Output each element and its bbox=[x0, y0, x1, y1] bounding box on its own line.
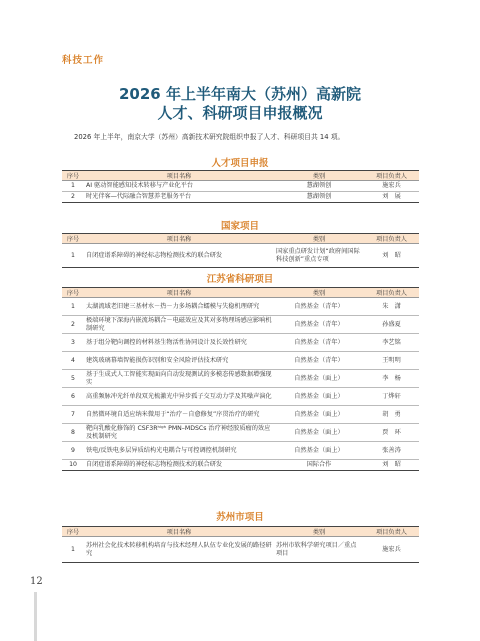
cell-category: 自然基金（青年） bbox=[274, 334, 364, 352]
national-projects-table bbox=[62, 233, 419, 268]
table-row bbox=[62, 334, 419, 352]
cell-category: 自然基金（面上） bbox=[274, 442, 364, 460]
cell-seq: 9 bbox=[62, 442, 84, 460]
section-title-talent: 人才项目申报 bbox=[211, 158, 269, 169]
table-header-row bbox=[62, 234, 419, 244]
cell-name: 建筑玻璃幕墙智能损伤识别和安全风险评估技术研究 bbox=[84, 352, 274, 370]
col-header-name: 项目名称 bbox=[84, 234, 274, 244]
table-row bbox=[62, 352, 419, 370]
table-row bbox=[62, 406, 419, 424]
cell-leader: 施宏兵 bbox=[364, 181, 419, 192]
cell-seq: 2 bbox=[62, 192, 84, 203]
col-header-category: 类别 bbox=[274, 288, 364, 298]
cell-leader: 胡 勇 bbox=[364, 406, 419, 424]
cell-seq: 1 bbox=[62, 298, 84, 316]
cell-leader: 孙盛夏 bbox=[364, 316, 419, 334]
section-title-suzhou: 苏州市项目 bbox=[216, 512, 264, 523]
cell-name: 自闭症谱系障碍的神经标志物检测技术的联合研发 bbox=[84, 244, 274, 268]
page-title-line-2: 人才、科研项目申报概况 bbox=[157, 104, 323, 122]
table-row bbox=[62, 537, 419, 563]
cell-name: 极端环境下深海内嵌流场耦合－电磁效应及其对多物理场感应影响机制研究 bbox=[84, 316, 274, 334]
cell-name: 自闭症谱系障碍的神经标志物检测技术的联合研发 bbox=[84, 460, 274, 471]
suzhou-projects-table bbox=[62, 526, 419, 563]
cell-name: 高重频脉冲光纤单段双光梳激光中异步孤子交互动力学及其噪声演化 bbox=[84, 388, 274, 406]
cell-seq: 10 bbox=[62, 460, 84, 471]
table-row bbox=[62, 298, 419, 316]
cell-seq: 1 bbox=[62, 244, 84, 268]
cell-leader: 李 杨 bbox=[364, 370, 419, 388]
table-row bbox=[62, 316, 419, 334]
col-header-leader: 项目负责人 bbox=[364, 288, 419, 298]
cell-category: 国家重点研发计划“政府间国际科技创新”重点专项 bbox=[274, 244, 364, 268]
cell-seq: 7 bbox=[62, 406, 84, 424]
cell-name: AI 驱动智能感知技术转移与产业化平台 bbox=[84, 181, 274, 192]
cell-category: 自然基金（青年） bbox=[274, 316, 364, 334]
cell-leader: 朱 潇 bbox=[364, 298, 419, 316]
page-title-line-1: 2026 年上半年南大（苏州）高新院 bbox=[119, 85, 361, 103]
cell-category: 自然基金（青年） bbox=[274, 298, 364, 316]
col-header-name: 项目名称 bbox=[84, 288, 274, 298]
page-number: 12 bbox=[30, 576, 43, 587]
cell-category: 自然基金（面上） bbox=[274, 406, 364, 424]
cell-seq: 8 bbox=[62, 424, 84, 442]
table-row bbox=[62, 388, 419, 406]
cell-name: 时光伴客—代际融合智慧养老服务平台 bbox=[84, 192, 274, 203]
table-row bbox=[62, 460, 419, 471]
col-header-leader: 项目负责人 bbox=[364, 527, 419, 537]
cell-name: 铁电/反铁电多层异质结构光电耦合与可控调控机制研究 bbox=[84, 442, 274, 460]
cell-seq: 1 bbox=[62, 181, 84, 192]
table-header-row bbox=[62, 288, 419, 298]
col-header-category: 类别 bbox=[274, 171, 364, 181]
cell-name: 自然微环境自适应纳米微用于“治疗－自愈修复”序贯治疗的研究 bbox=[84, 406, 274, 424]
cell-leader: 刘 昭 bbox=[364, 460, 419, 471]
col-header-name: 项目名称 bbox=[84, 171, 274, 181]
cell-seq: 3 bbox=[62, 334, 84, 352]
cell-leader: 施宏兵 bbox=[364, 537, 419, 563]
cell-category: 慧湖领创 bbox=[274, 192, 364, 203]
cell-leader: 李艺铭 bbox=[364, 334, 419, 352]
cell-name: 基于生成式人工智能实现面向自动发现测试的多模态传感数据增强现实 bbox=[84, 370, 274, 388]
table-row bbox=[62, 424, 419, 442]
cell-leader: 刘 昭 bbox=[364, 244, 419, 268]
col-header-category: 类别 bbox=[274, 527, 364, 537]
cell-category: 苏州市软科学研究项目／重点项目 bbox=[274, 537, 364, 563]
table-header-row bbox=[62, 171, 419, 181]
cell-leader: 丁烨轩 bbox=[364, 388, 419, 406]
cell-category: 自然基金（面上） bbox=[274, 424, 364, 442]
cell-leader: 贾 环 bbox=[364, 424, 419, 442]
jiangsu-projects-table bbox=[62, 287, 419, 471]
cell-seq: 1 bbox=[62, 537, 84, 563]
cell-leader: 刘 展 bbox=[364, 192, 419, 203]
talent-projects-table bbox=[62, 170, 419, 203]
cell-seq: 5 bbox=[62, 370, 84, 388]
col-header-category: 类别 bbox=[274, 234, 364, 244]
section-title-national: 国家项目 bbox=[220, 221, 259, 232]
cell-seq: 2 bbox=[62, 316, 84, 334]
cell-category: 自然基金（面上） bbox=[274, 388, 364, 406]
table-row bbox=[62, 370, 419, 388]
table-row bbox=[62, 181, 419, 192]
cell-name: 基于组分靶向调控的材料基生物活性协同设计及长效性研究 bbox=[84, 334, 274, 352]
table-header-row bbox=[62, 527, 419, 537]
cell-name: 太湖流域老旧建三基材水－热－力多场耦合蠕模与失稳机理研究 bbox=[84, 298, 274, 316]
col-header-leader: 项目负责人 bbox=[364, 234, 419, 244]
cell-category: 自然基金（青年） bbox=[274, 352, 364, 370]
col-header-name: 项目名称 bbox=[84, 527, 274, 537]
section-header-label: 科技工作 bbox=[62, 55, 105, 66]
col-header-seq: 序号 bbox=[62, 171, 84, 181]
table-row bbox=[62, 442, 419, 460]
margin-bar bbox=[34, 592, 37, 641]
table-row bbox=[62, 192, 419, 203]
col-header-leader: 项目负责人 bbox=[364, 171, 419, 181]
table-row bbox=[62, 244, 419, 268]
cell-name: 靶向乳酸化修饰的 CSF3Rʰⁱᵍʰ PMN–MDSCs 治疗神经胶质瘤的效应及机制研究 bbox=[84, 424, 274, 442]
cell-seq: 6 bbox=[62, 388, 84, 406]
cell-category: 国际合作 bbox=[274, 460, 364, 471]
cell-leader: 王明明 bbox=[364, 352, 419, 370]
cell-category: 自然基金（面上） bbox=[274, 370, 364, 388]
cell-seq: 4 bbox=[62, 352, 84, 370]
cell-name: 苏州社会化技术转移机构培育与技术经理人队伍专业化发展的路径研究 bbox=[84, 537, 274, 563]
cell-leader: 张善涛 bbox=[364, 442, 419, 460]
section-title-jiangsu: 江苏省科研项目 bbox=[206, 274, 274, 285]
col-header-seq: 序号 bbox=[62, 234, 84, 244]
col-header-seq: 序号 bbox=[62, 527, 84, 537]
intro-paragraph: 2026 年上半年，南京大学（苏州）高新技术研究院组织申报了人才、科研项目共 14 项。 bbox=[74, 133, 345, 141]
cell-category: 慧湖领创 bbox=[274, 181, 364, 192]
col-header-seq: 序号 bbox=[62, 288, 84, 298]
